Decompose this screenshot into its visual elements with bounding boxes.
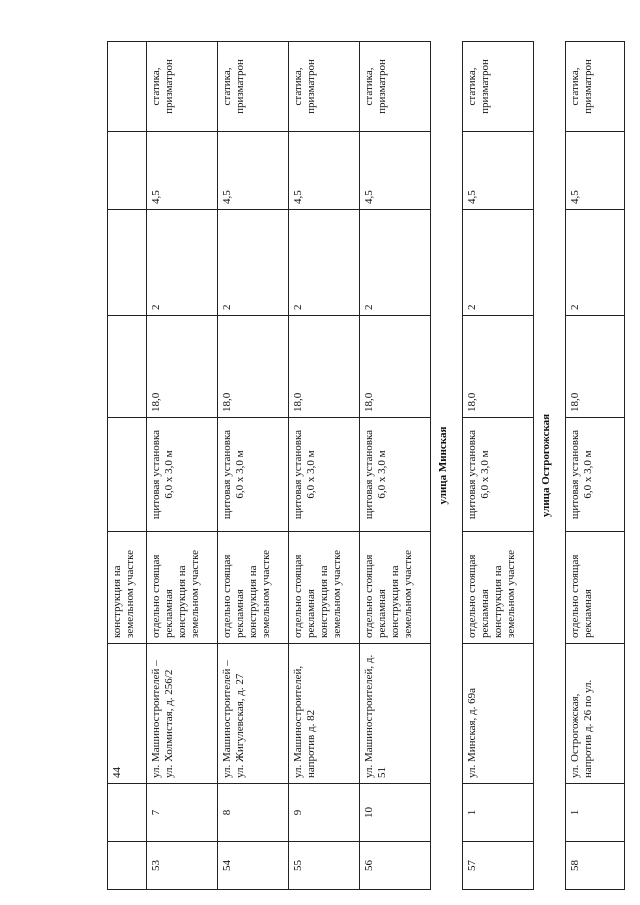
row-number: 58 bbox=[566, 842, 625, 890]
street-heading-row bbox=[534, 42, 566, 890]
table-cell bbox=[108, 842, 147, 890]
tech-cell: статика, призматрон bbox=[218, 42, 289, 132]
type-cell: отдельно стоящая рекламная конструкция на земельном участке bbox=[463, 532, 534, 644]
row-number: 55 bbox=[289, 842, 360, 890]
height-cell: 4,5 bbox=[289, 132, 360, 210]
row-index: 9 bbox=[289, 784, 360, 842]
height-cell: 4,5 bbox=[360, 132, 431, 210]
kind-cell: щитовая установка 6,0 х 3,0 м bbox=[566, 418, 625, 532]
table-row bbox=[147, 42, 218, 890]
sides-cell: 2 bbox=[218, 210, 289, 316]
sides-cell: 2 bbox=[360, 210, 431, 316]
kind-cell: щитовая установка 6,0 х 3,0 м bbox=[360, 418, 431, 532]
kind-cell: щитовая установка 6,0 х 3,0 м bbox=[147, 418, 218, 532]
height-cell: 4,5 bbox=[463, 132, 534, 210]
sides-cell: 2 bbox=[463, 210, 534, 316]
tech-cell: статика, призматрон bbox=[360, 42, 431, 132]
row-index: 8 bbox=[218, 784, 289, 842]
kind-cell: щитовая установка 6,0 х 3,0 м bbox=[289, 418, 360, 532]
kind-cell: щитовая установка 6,0 х 3,0 м bbox=[218, 418, 289, 532]
address-cell: ул. Машиностроителей, напротив д. 82 bbox=[289, 644, 360, 784]
address-cell: ул. Машиностроителей – ул. Холмистая, д. 256/2 bbox=[147, 644, 218, 784]
area-cell: 18,0 bbox=[147, 316, 218, 418]
table-row bbox=[360, 42, 431, 890]
type-cell: отдельно стоящая рекламная конструкция на земельном участке bbox=[147, 532, 218, 644]
table-row bbox=[463, 42, 534, 890]
area-cell: 18,0 bbox=[360, 316, 431, 418]
tech-cell: статика, призматрон bbox=[147, 42, 218, 132]
row-number: 56 bbox=[360, 842, 431, 890]
table-row bbox=[289, 42, 360, 890]
type-cell: отдельно стоящая рекламная конструкция на земельном участке bbox=[289, 532, 360, 644]
tech-cell: статика, призматрон bbox=[566, 42, 625, 132]
tech-cell: статика, призматрон bbox=[289, 42, 360, 132]
area-cell: 18,0 bbox=[218, 316, 289, 418]
address-cell: ул. Острогожская, напротив д. 26 по ул. bbox=[566, 644, 625, 784]
table-row bbox=[566, 42, 625, 890]
table-cell bbox=[108, 42, 147, 132]
table-row bbox=[108, 42, 147, 890]
table-cell bbox=[108, 784, 147, 842]
table-row bbox=[218, 42, 289, 890]
address-cell: ул. Машиностроителей – ул. Жигулевская, д. 27 bbox=[218, 644, 289, 784]
page-number: 44 bbox=[108, 644, 147, 784]
type-cell: отдельно стоящая рекламная конструкция на земельном участке bbox=[360, 532, 431, 644]
type-cell: отдельно стоящая рекламная конструкция на земельном участке bbox=[218, 532, 289, 644]
area-cell: 18,0 bbox=[289, 316, 360, 418]
area-cell: 18,0 bbox=[566, 316, 625, 418]
table-cell bbox=[108, 210, 147, 316]
sides-cell: 2 bbox=[566, 210, 625, 316]
area-cell: 18,0 bbox=[463, 316, 534, 418]
row-index: 1 bbox=[566, 784, 625, 842]
kind-cell: щитовая установка 6,0 х 3,0 м bbox=[463, 418, 534, 532]
table-cell bbox=[108, 316, 147, 418]
table-cell bbox=[108, 418, 147, 532]
row-number: 54 bbox=[218, 842, 289, 890]
sides-cell: 2 bbox=[289, 210, 360, 316]
tech-cell: статика, призматрон bbox=[463, 42, 534, 132]
address-cell: ул. Минская, д. 69а bbox=[463, 644, 534, 784]
height-cell: 4,5 bbox=[566, 132, 625, 210]
table-cell bbox=[108, 132, 147, 210]
row-index: 7 bbox=[147, 784, 218, 842]
row-index: 1 bbox=[463, 784, 534, 842]
row-number: 53 bbox=[147, 842, 218, 890]
row-number: 57 bbox=[463, 842, 534, 890]
sides-cell: 2 bbox=[147, 210, 218, 316]
row-index: 10 bbox=[360, 784, 431, 842]
rotated-table-page bbox=[107, 42, 595, 890]
address-cell: ул. Машиностроителей, д. 51 bbox=[360, 644, 431, 784]
table-cell: конструкция на земельном участке bbox=[108, 532, 147, 644]
street-heading: улица Минская bbox=[431, 42, 463, 890]
height-cell: 4,5 bbox=[147, 132, 218, 210]
street-heading: улица Острогожская bbox=[534, 42, 566, 890]
type-cell: отдельно стоящая рекламная bbox=[566, 532, 625, 644]
street-heading-row bbox=[431, 42, 463, 890]
advertising-structures-table bbox=[107, 41, 625, 890]
height-cell: 4,5 bbox=[218, 132, 289, 210]
